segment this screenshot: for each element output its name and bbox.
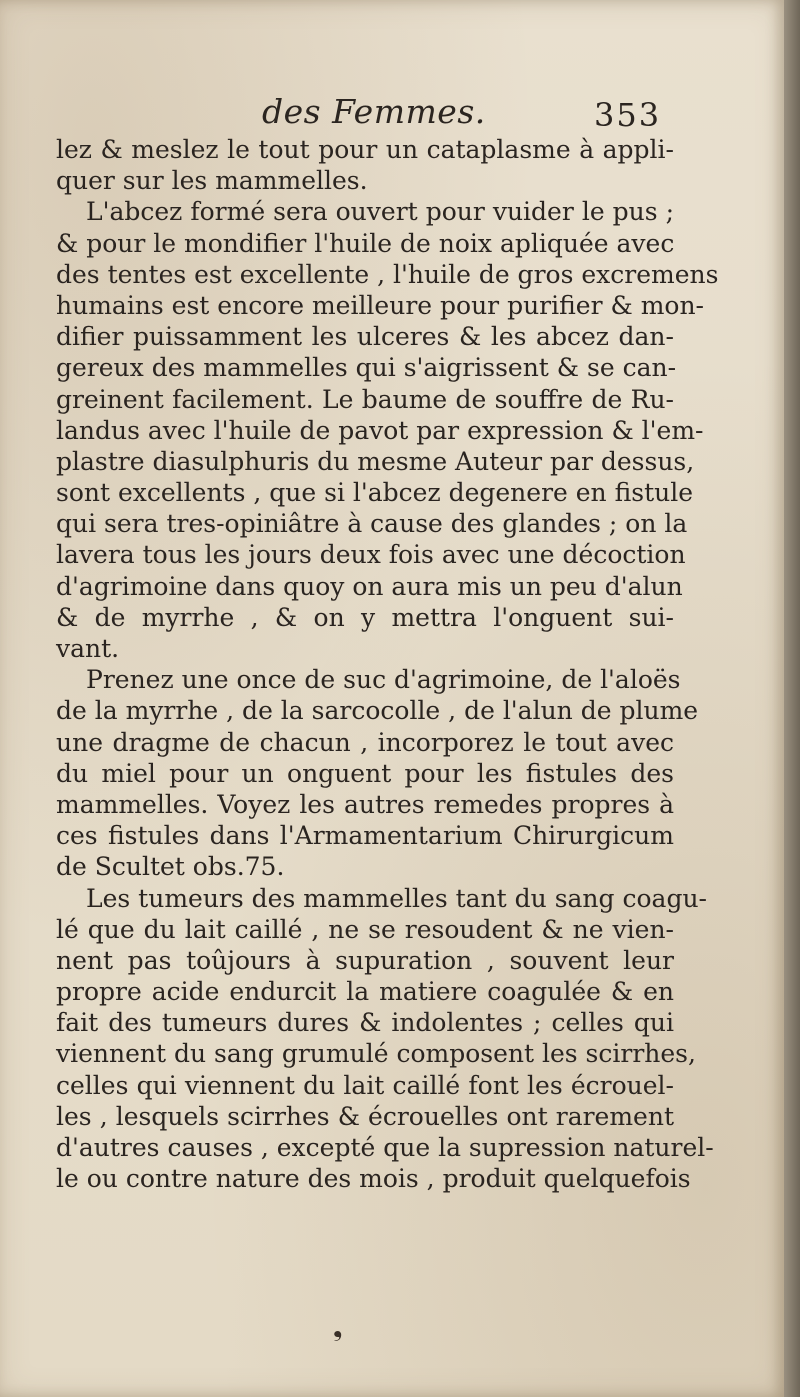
text-line: ces fistules dans l'Armamentarium Chirurgicum — [56, 821, 674, 851]
text-line: celles qui viennent du lait caillé font les écrouel- — [56, 1070, 674, 1100]
text-line: lez & meslez le tout pour un cataplasme à appli- — [56, 135, 674, 164]
page-number: 353 — [594, 96, 662, 134]
text-line: & de myrrhe , & on y mettra l'onguent sui- — [56, 602, 674, 632]
text-line: Prenez une once de suc d'agrimoine, de l'aloës — [86, 665, 681, 695]
text-line: Les tumeurs des mammelles tant du sang coagu- — [86, 883, 707, 913]
text-line: difier puissamment les ulceres & les abcez dan- — [56, 322, 674, 352]
text-line: du miel pour un onguent pour les fistules des — [56, 758, 674, 788]
text-line: une dragme de chacun , incorporez le tout avec — [56, 727, 674, 757]
text-line: landus avec l'huile de pavot par expression & l'em- — [56, 415, 704, 445]
text-line: lavera tous les jours deux fois avec une décoction — [56, 540, 686, 570]
running-title: des Femmes. — [262, 92, 486, 131]
text-line: des tentes est excellente , l'huile de gros excremens — [56, 259, 719, 289]
text-line: d'agrimoine dans quoy on aura mis un peu d'alun — [56, 571, 683, 601]
text-line: L'abcez formé sera ouvert pour vuider le pus ; — [86, 197, 674, 227]
signature-mark: ❟ — [333, 1314, 343, 1342]
page-edge — [784, 0, 800, 1397]
text-line: lé que du lait caillé , ne se resoudent & ne vien- — [56, 914, 674, 944]
body-text — [56, 134, 719, 1194]
text-line: greinent facilement. Le baume de souffre de Ru- — [56, 384, 674, 414]
text-line: gereux des mammelles qui s'aigrissent & se can- — [56, 353, 677, 383]
page-header — [0, 92, 784, 140]
text-line: d'autres causes , excepté que la supression naturel- — [56, 1133, 714, 1162]
text-line: de Scultet obs.75. — [56, 852, 285, 882]
text-line: humains est encore meilleure pour purifier & mon- — [56, 290, 704, 320]
text-line: qui sera tres-opiniâtre à cause des glandes ; on la — [56, 509, 688, 539]
text-line: nent pas toûjours à supuration , souvent leur — [56, 945, 674, 975]
text-line: plastre diasulphuris du mesme Auteur par dessus, — [56, 446, 695, 476]
text-line: propre acide endurcit la matiere coagulée & en — [56, 977, 674, 1007]
text-line: viennent du sang grumulé composent les scirrhes, — [56, 1039, 696, 1069]
text-line: le ou contre nature des mois , produit quelquefois — [56, 1164, 691, 1194]
text-line: sont excellents , que si l'abcez degenere en fistule — [56, 478, 694, 508]
text-line: & pour le mondifier l'huile de noix apliquée avec — [56, 228, 675, 258]
text-line: les , lesquels scirrhes & écrouelles ont rarement — [56, 1101, 674, 1131]
text-line: vant. — [56, 634, 120, 663]
text-line: de la myrrhe , de la sarcocolle , de l'alun de plume — [56, 696, 699, 726]
text-line: mammelles. Voyez les autres remedes propres à — [56, 789, 674, 819]
text-line: fait des tumeurs dures & indolentes ; celles qui — [56, 1008, 674, 1038]
text-line: quer sur les mammelles. — [56, 166, 368, 196]
